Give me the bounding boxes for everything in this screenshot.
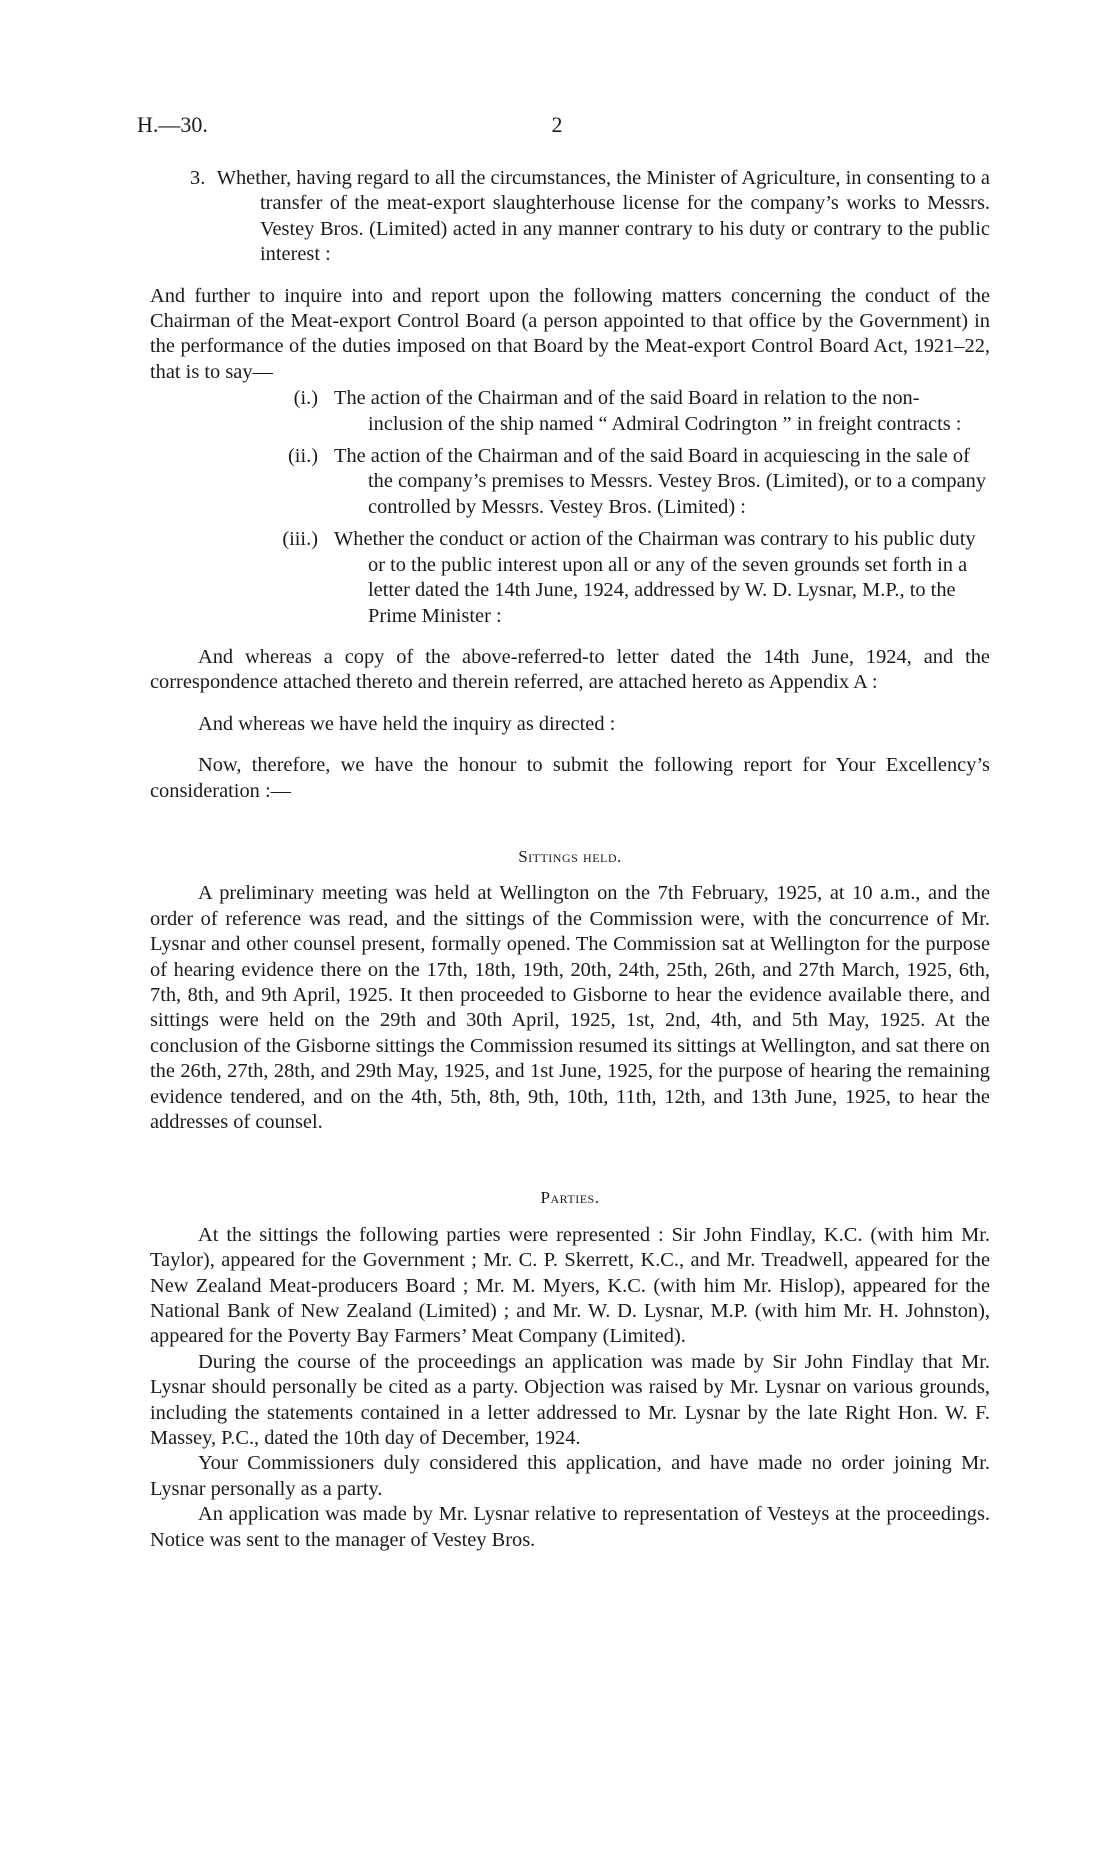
item-number: 3. bbox=[190, 167, 206, 189]
sittings-paragraph: A preliminary meeting was held at Wellington on the 7th February, 1925, at 10 a.m., and the order of reference was read, and the sittings of the Commission were, with the concurrence of Mr. Lysnar and other counsel present, formally opened. The Commission sat at Wellington for the purpose of hearing evidence there on the 17th, 18th, 19th, 20th, 24th, 25th, 26th, and 27th March, 1925, 6th, 7th, 8th, and 9th April, 1925. It then proceeded to Gisborne to hear the evidence available there, and sittings were held on the 29th and 30th April, 1925, 1st, 2nd, 4th, and 5th May, 1925. At the conclusion of the Gisborne sittings the Commission resumed its sittings at Wellington, and sat there on the 26th, 27th, 28th, and 29th May, 1925, and 1st June, 1925, for the purpose of hearing the remaining evidence tendered, and on the 4th, 5th, 8th, 9th, 10th, 11th, 12th, and 13th June, 1925, to hear the addresses of counsel. bbox=[150, 882, 990, 1133]
sub-item bbox=[150, 527, 990, 629]
section-heading-sittings: Sittings held. bbox=[518, 846, 622, 866]
numbered-item-3 bbox=[190, 166, 990, 268]
sub-item-label: (ii.) bbox=[287, 445, 318, 468]
sub-item bbox=[150, 386, 990, 437]
whereas-inquiry-paragraph: And whereas we have held the inquiry as directed : bbox=[198, 712, 616, 735]
sub-item-text: The action of the Chairman and of the said Board in relation to the non-inclusion of the ship named “ Admiral Codrington ” in freight contracts : bbox=[334, 387, 962, 435]
section-heading-parties: Parties. bbox=[540, 1188, 600, 1208]
document-body bbox=[150, 166, 990, 1553]
parties-paragraph: At the sittings the following parties were represented : Sir John Findlay, K.C. (with him Mr. Taylor), appeared for the Government ; Mr. C. P. Skerrett, K.C., and Mr. Treadwell, appeared for the New Zealand Meat-producers Board ; Mr. M. Myers, K.C. (with him Mr. Hislop), appeared for the National Bank of New Zealand (Limited) ; and Mr. W. D. Lysnar, M.P. (with him Mr. H. Johnston), appeared for the Poverty Bay Farmers’ Meat Company (Limited). bbox=[150, 1223, 990, 1348]
page-header bbox=[137, 112, 977, 142]
sub-item-text: Whether the conduct or action of the Chairman was contrary to his public duty or to the public interest upon all or any of the seven grounds set forth in a letter dated the 14th June, 1924, addressed by W. D. Lysnar, M.P., to the Prime Minister : bbox=[334, 528, 976, 627]
page-number: 2 bbox=[551, 112, 563, 137]
document-reference: H.—30. bbox=[137, 112, 208, 137]
item-text: Whether, having regard to all the circumstances, the Minister of Agriculture, in consenting to a transfer of the meat-export slaughterhouse license for the company’s works to Messrs. Vestey Bros. (Limited) acted in any manner contrary to his duty or contrary to the public interest : bbox=[216, 167, 990, 266]
sub-item bbox=[150, 444, 990, 520]
parties-paragraph: Your Commissioners duly considered this application, and have made no order joining Mr. Lysnar personally as a party. bbox=[150, 1452, 990, 1500]
sub-item-text: The action of the Chairman and of the said Board in acquiescing in the sale of the company’s premises to Messrs. Vestey Bros. (Limited), or to a company controlled by Messrs. Vestey Bros. (Limited) : bbox=[334, 445, 987, 518]
parties-paragraph: During the course of the proceedings an application was made by Sir John Findlay that Mr. Lysnar should personally be cited as a party. Objection was raised by Mr. Lysnar on various grounds, including the statements contained in a letter addressed to Mr. Lysnar by the late Right Hon. W. F. Massey, P.C., dated the 10th day of December, 1924. bbox=[150, 1350, 990, 1450]
now-therefore-paragraph: Now, therefore, we have the honour to submit the following report for Your Excellency’s consideration :— bbox=[150, 754, 990, 802]
further-inquiry-paragraph: And further to inquire into and report upon the following matters concerning the conduct of the Chairman of the Meat-export Control Board (a person appointed to that office by the Government) in the performance of the duties imposed on that Board by the Meat-export Control Board Act, 1921–22, that is to say— bbox=[150, 284, 990, 383]
parties-paragraph: An application was made by Mr. Lysnar relative to representation of Vesteys at the proceedings. Notice was sent to the manager of Vestey Bros. bbox=[150, 1503, 990, 1551]
sub-item-label: (i.) bbox=[293, 387, 318, 410]
whereas-appendix-paragraph: And whereas a copy of the above-referred-to letter dated the 14th June, 1924, and the correspondence attached thereto and therein referred, are attached hereto as Appendix A : bbox=[150, 645, 990, 694]
sub-item-label: (iii.) bbox=[282, 528, 318, 551]
